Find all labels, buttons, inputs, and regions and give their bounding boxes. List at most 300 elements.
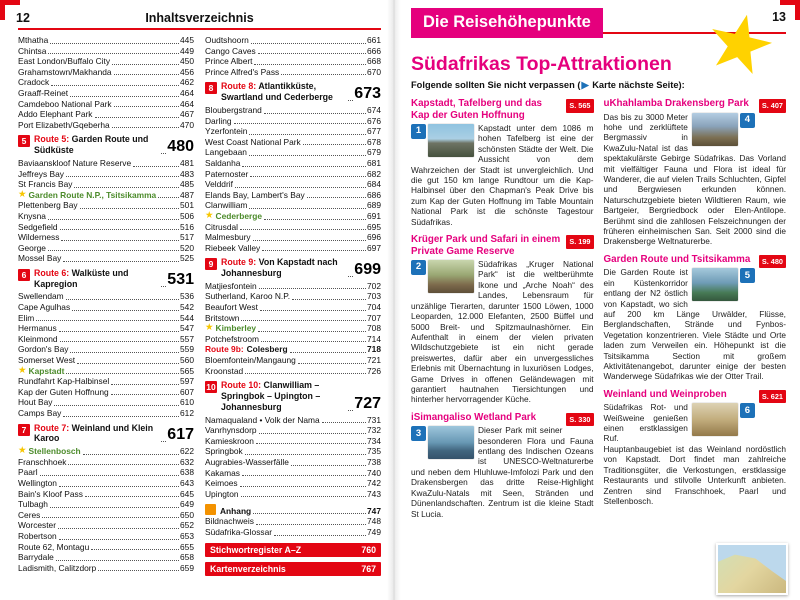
toc-item-page: 670 <box>367 66 381 77</box>
toc-item-label: Upington <box>205 488 239 499</box>
toc-item[interactable] <box>205 147 381 158</box>
dotted-leader <box>250 176 366 177</box>
route-number-box: 9 <box>205 258 217 270</box>
dotted-leader <box>158 197 179 198</box>
toc-item-highlight[interactable] <box>205 211 381 222</box>
route-page: 727 <box>354 394 381 412</box>
toc-item[interactable] <box>18 35 194 46</box>
route-number-box: 10 <box>206 382 216 393</box>
dotted-leader <box>61 240 179 241</box>
dotted-leader <box>253 240 366 241</box>
route-page: 673 <box>354 84 381 102</box>
toc-item[interactable] <box>205 137 381 148</box>
toc-item[interactable] <box>18 88 194 99</box>
toc-item[interactable] <box>205 291 381 302</box>
toc-item[interactable] <box>18 542 194 553</box>
toc-item-label: Wellington <box>18 477 57 488</box>
attraction-title <box>604 389 787 401</box>
toc-item[interactable] <box>205 313 381 324</box>
dotted-leader <box>240 229 366 230</box>
attraction-title-text-2: und Safari in einem Private Game Reserve <box>411 234 561 257</box>
toc-item[interactable] <box>205 302 381 313</box>
toc-item[interactable] <box>18 520 194 531</box>
toc-item[interactable] <box>205 126 381 137</box>
dotted-leader <box>253 513 366 514</box>
dotted-leader <box>259 288 366 289</box>
toc-item-page: 481 <box>180 157 194 168</box>
toc-item-label: Paternoster <box>205 168 249 179</box>
attraction-number-box: 5 <box>740 268 755 283</box>
toc-item[interactable] <box>18 457 194 468</box>
toc-item-label: Ladismith, Calitzdorp <box>18 562 97 573</box>
dotted-leader <box>48 250 179 251</box>
dotted-leader <box>114 74 179 75</box>
toc-item-page: 622 <box>180 446 194 457</box>
dotted-leader <box>66 373 179 374</box>
toc-item[interactable] <box>205 489 381 500</box>
attractions-column-right <box>604 98 787 554</box>
intro-text-2: Karte nächste Seite): <box>589 80 685 90</box>
dotted-leader <box>264 219 366 220</box>
toc-item[interactable] <box>18 179 194 190</box>
toc-item-page: 464 <box>180 98 194 109</box>
toc-item-label: Bildnachweis <box>205 516 254 527</box>
route-label: Route 5: <box>34 134 70 145</box>
dotted-leader <box>307 197 366 198</box>
toc-item-label: Camdeboo National Park <box>18 98 112 109</box>
route-page: 480 <box>167 137 194 155</box>
toc-item[interactable] <box>18 200 194 211</box>
dotted-leader <box>274 535 366 536</box>
toc-item-page: 679 <box>367 147 381 158</box>
toc-item-page: 676 <box>367 115 381 126</box>
dotted-leader <box>249 208 366 209</box>
toc-item-label: Barrydale <box>18 552 54 563</box>
toc-item[interactable] <box>18 77 194 88</box>
toc-item-label: Camps Bay <box>18 408 62 418</box>
dotted-leader <box>63 261 179 262</box>
toc-item[interactable] <box>205 425 381 436</box>
toc-item-page: 470 <box>180 119 194 130</box>
toc-item-page: 597 <box>180 376 194 387</box>
toc-item-page: 689 <box>367 200 381 211</box>
toc-item[interactable] <box>205 116 381 127</box>
toc-item[interactable] <box>18 467 194 478</box>
dotted-leader <box>261 341 366 342</box>
route-label: Route 10: <box>221 380 262 391</box>
dotted-leader <box>56 560 179 561</box>
toc-item-label: Worcester <box>18 520 57 531</box>
attraction-number-box: 1 <box>411 124 426 139</box>
page-headline: Südafrikas Top-Attraktionen <box>411 53 672 75</box>
attraction-body <box>604 112 787 247</box>
toc-item[interactable] <box>18 563 194 574</box>
dotted-leader <box>281 74 366 75</box>
toc-item-page: 632 <box>180 456 194 467</box>
toc-item[interactable] <box>18 313 194 324</box>
toc-item-label: East London/Buffalo City <box>18 56 111 67</box>
attraction-title-text: Weinland und Weinproben <box>603 388 727 400</box>
toc-item-label: Swellendam <box>18 291 64 302</box>
route-title: Weinland und Klein Karoo <box>34 422 154 444</box>
dotted-leader <box>42 517 179 518</box>
dotted-leader <box>348 100 353 101</box>
route-page: 531 <box>167 271 194 289</box>
toc-item-label: Hout Bay <box>18 397 53 408</box>
attraction-title <box>411 412 594 424</box>
toc-item-label: Rundfahrt Kap-Halbinsel <box>18 376 110 387</box>
dotted-leader <box>161 286 166 287</box>
toc-item-label: Südafrika-Glossar <box>205 526 273 537</box>
toc-route-header[interactable] <box>18 268 194 290</box>
toc-item[interactable] <box>18 531 194 542</box>
dotted-leader <box>292 299 366 300</box>
toc-item-page: 649 <box>180 499 194 510</box>
toc-item[interactable] <box>205 516 381 527</box>
page-number-right: 13 <box>772 10 786 24</box>
toc-item-page: 678 <box>367 136 381 147</box>
toc-item[interactable] <box>205 281 381 292</box>
dotted-leader <box>258 53 366 54</box>
toc-item[interactable] <box>205 46 381 57</box>
toc-item-page: 740 <box>367 467 381 478</box>
toc-item-page: 702 <box>367 280 381 291</box>
toc-item[interactable] <box>18 158 194 169</box>
toc-item-label: Jeffreys Bay <box>18 168 64 179</box>
toc-item-page: 525 <box>180 253 194 264</box>
toc-item[interactable] <box>205 527 381 538</box>
dotted-leader <box>48 219 179 220</box>
toc-item-highlight[interactable] <box>205 323 381 334</box>
toc-item-page: 695 <box>367 221 381 232</box>
toc-item-page: 547 <box>180 323 194 334</box>
toc-item[interactable] <box>18 552 194 563</box>
toc-item[interactable] <box>18 344 194 355</box>
toc-item-page: 449 <box>180 45 194 56</box>
toc-route-header[interactable] <box>18 134 194 156</box>
register-bar-page: 767 <box>361 563 376 574</box>
attraction-number-box: 6 <box>740 403 755 418</box>
toc-item-label: Potchefstroom <box>205 333 259 344</box>
dotted-leader <box>59 539 179 540</box>
attraction-title-text: Kapstadt, Tafelberg und das Kap der Guten Hoffnung <box>411 98 543 121</box>
toc-item-label: Knysna <box>18 210 46 221</box>
dotted-leader <box>260 310 366 311</box>
toc-item[interactable] <box>205 436 381 447</box>
dotted-leader <box>258 331 366 332</box>
toc-item[interactable] <box>205 200 381 211</box>
page-badge: S. 330 <box>566 413 593 427</box>
page-badge: S. 621 <box>759 390 786 404</box>
toc-item[interactable] <box>205 478 381 489</box>
dotted-leader <box>98 570 179 571</box>
toc-item-highlight[interactable] <box>18 446 194 457</box>
toc-item[interactable] <box>18 334 194 345</box>
attraction <box>604 389 787 507</box>
toc-item[interactable] <box>205 366 381 377</box>
toc-item-label: Cederberge <box>215 210 263 221</box>
attraction-photo <box>428 260 474 293</box>
attraction-body <box>411 123 594 227</box>
toc-item[interactable] <box>205 334 381 345</box>
dotted-leader <box>68 464 179 465</box>
toc-item-label: Langebaan <box>205 147 247 158</box>
dotted-leader <box>111 394 179 395</box>
toc-item[interactable] <box>205 446 381 457</box>
dotted-leader <box>66 299 179 300</box>
attraction-title <box>411 98 594 121</box>
toc-item[interactable] <box>18 232 194 243</box>
toc-anhang[interactable] <box>205 504 381 516</box>
toc-item[interactable] <box>205 179 381 190</box>
dotted-leader <box>70 352 179 353</box>
toc-item-page: 731 <box>367 414 381 425</box>
toc-item-label: Kimberley <box>215 323 257 334</box>
route-title: Von Kapstadt nach Johannesburg <box>221 257 338 279</box>
toc-item[interactable] <box>205 35 381 46</box>
dotted-leader <box>59 486 179 487</box>
toc-item-page: 650 <box>180 509 194 520</box>
toc-item-page: 704 <box>367 302 381 313</box>
intro-line <box>411 80 786 91</box>
toc-item[interactable] <box>205 105 381 116</box>
toc-item-highlight[interactable] <box>18 190 194 201</box>
toc-item-page: 708 <box>367 323 381 334</box>
toc-item[interactable] <box>18 67 194 78</box>
toc-item[interactable] <box>18 120 194 131</box>
toc-route-header[interactable] <box>205 81 381 103</box>
toc-item-page: 501 <box>180 200 194 211</box>
toc-item[interactable] <box>18 56 194 67</box>
toc-item-highlight[interactable] <box>18 366 194 377</box>
dotted-leader <box>112 127 179 128</box>
attractions-column-left <box>411 98 594 554</box>
dotted-leader <box>245 454 366 455</box>
toc-item-label: Prince Alfred's Pass <box>205 66 280 77</box>
map-land-shape <box>718 545 786 593</box>
toc-item[interactable] <box>18 302 194 313</box>
toc-item-page: 464 <box>180 87 194 98</box>
attraction-text: Dieser Park mit seiner besonderen Flora und Fauna entlang des Indischen Ozeans ist UNESCO-Weltnaturerbe und neben dem Hluhluwe-Imfolozi Park und den Drakensbergen das dritte Reise-Highlight KwaZulu-Natals mit Seen, Stränden und Dünenlandschaften. Zentrum ist die kleine Stadt St Lucia. <box>411 425 594 519</box>
dotted-leader <box>48 53 179 54</box>
toc-item-page: 686 <box>367 189 381 200</box>
toc-item[interactable] <box>18 169 194 180</box>
dotted-leader <box>161 441 166 442</box>
dotted-leader <box>240 486 366 487</box>
toc-item[interactable] <box>205 169 381 180</box>
toc-route-header[interactable] <box>205 257 381 279</box>
toc-item-label: St Francis Bay <box>18 179 73 190</box>
toc-item[interactable] <box>18 510 194 521</box>
dotted-leader <box>291 465 366 466</box>
dotted-leader <box>60 229 179 230</box>
attraction-number-box: 4 <box>740 113 755 128</box>
dotted-leader <box>50 507 179 508</box>
page-left <box>0 0 392 600</box>
attractions-columns <box>411 98 786 554</box>
route-label: Route 6: <box>34 267 70 278</box>
star-icon: ★ <box>205 209 214 221</box>
toc-item-label: Bain's Kloof Pass <box>18 488 83 499</box>
toc-item[interactable] <box>205 468 381 479</box>
page-badge: S. 199 <box>566 235 593 249</box>
toc-item-label: Kamieskroon <box>205 435 254 446</box>
dotted-leader <box>235 187 366 188</box>
toc-item-label: Augrabies-Wasserfälle <box>205 456 289 467</box>
toc-item[interactable] <box>18 253 194 264</box>
toc-item-page: 721 <box>367 355 381 366</box>
toc-item-page: 557 <box>180 333 194 344</box>
toc-item[interactable] <box>205 232 381 243</box>
toc-item-page: 612 <box>180 408 194 418</box>
toc-item-page: 516 <box>180 221 194 232</box>
attraction-text: Die Garden Route ist ein Küstenkorridor entlang der N2 östlich von Kapstadt, wo sich auf 200 km Länge Urwälder, Flüsse, Berglandschaften, Strände und Fynbos-Vegetation konzentrieren. Viele Städte und Orte laden zum Verweilen ein. Höhepunkt ist die Tsitsikamma Section mit großem Aktivitätenangebot, darunter einige der besten Wanderwege Südafrikas wie der Otter Trail. <box>603 267 786 382</box>
attraction-photo <box>428 426 474 459</box>
toc-route-header[interactable] <box>18 423 194 445</box>
toc-item-label: Sedgefield <box>18 221 58 232</box>
dotted-leader <box>256 443 366 444</box>
attraction-media <box>411 260 474 293</box>
header-title: Inhaltsverzeichnis <box>145 11 254 25</box>
dotted-leader <box>259 433 366 434</box>
toc-item-label: Sutherland, Karoo N.P. <box>205 291 291 302</box>
register-bar-page: 760 <box>361 544 376 555</box>
dotted-leader <box>59 331 179 332</box>
toc-item-page: 726 <box>367 365 381 376</box>
toc-item[interactable] <box>18 222 194 233</box>
attraction <box>411 234 594 405</box>
toc-item-page: 696 <box>367 232 381 243</box>
toc-item[interactable] <box>205 158 381 169</box>
map-arrow-icon: ▶ <box>581 80 589 90</box>
toc-register-bar[interactable] <box>205 543 381 557</box>
toc-item-page: 734 <box>367 435 381 446</box>
dotted-leader <box>249 134 366 135</box>
toc-item-label: Riebeek Valley <box>205 242 261 253</box>
toc-item[interactable] <box>18 355 194 366</box>
attraction-photo <box>692 113 738 146</box>
dotted-leader <box>234 123 366 124</box>
route-title: Atlantikküste, Swartland und Cederberge <box>221 81 333 103</box>
subroute-label: Route 9b: <box>205 344 244 355</box>
toc-item[interactable] <box>18 478 194 489</box>
toc-item-label: Tulbagh <box>18 499 48 510</box>
toc-item[interactable] <box>18 408 194 419</box>
route-title: Walküste und Kapregion <box>34 267 129 289</box>
dotted-leader <box>83 454 179 455</box>
toc-item[interactable] <box>18 323 194 334</box>
toc-route-header[interactable] <box>205 380 381 412</box>
toc-item-page: 559 <box>180 344 194 355</box>
toc-item-page: 655 <box>180 541 194 552</box>
toc-item[interactable] <box>18 397 194 408</box>
toc-item-page: 536 <box>180 291 194 302</box>
toc-item-page: 456 <box>180 66 194 77</box>
toc-item-label: Elim <box>18 312 35 323</box>
toc-item-label: Keimoes <box>205 478 238 489</box>
toc-item[interactable] <box>18 489 194 500</box>
toc-item[interactable] <box>205 355 381 366</box>
toc-item-label: Grahamstown/Makhanda <box>18 66 112 77</box>
toc-item-page: 462 <box>180 77 194 88</box>
toc-item[interactable] <box>18 243 194 254</box>
dotted-leader <box>54 405 179 406</box>
toc-item[interactable] <box>205 190 381 201</box>
toc-item[interactable] <box>205 415 381 426</box>
right-page-header <box>411 8 786 46</box>
toc-item[interactable] <box>205 56 381 67</box>
dotted-leader <box>36 320 179 321</box>
register-bar-label: Kartenverzeichnis <box>210 563 286 574</box>
toc-item[interactable] <box>18 499 194 510</box>
toc-item-page: 544 <box>180 312 194 323</box>
toc-item-page: 703 <box>367 291 381 302</box>
attraction-text: Südafrikas Rot- und Weißweine genießen einen erstklassigen Ruf. Hauptanbaugebiet ist das Weinland nordöstlich von Kapstadt. Dort findet man zahlreiche Traditionsgüter, die Verkostungen, erstklassige Restaurants und stilvolle Unterkunft anbieten. Zentren sind Franschhoek, Paarl und Stellenbosch. <box>603 402 786 506</box>
toc-item[interactable] <box>18 211 194 222</box>
toc-subroute[interactable] <box>205 344 381 355</box>
dotted-leader <box>262 250 366 251</box>
dotted-leader <box>95 117 180 118</box>
toc-column-1 <box>18 35 194 589</box>
attraction-title <box>604 254 787 266</box>
toc-item-page: 445 <box>180 35 194 45</box>
attraction-media <box>411 124 474 157</box>
dotted-leader <box>256 524 366 525</box>
toc-item-label: Somerset West <box>18 355 76 366</box>
toc-item-label: Kap der Guten Hoffnung <box>18 386 109 397</box>
toc-item[interactable] <box>18 99 194 110</box>
attraction-media <box>411 426 474 459</box>
toc-item-page: 691 <box>367 210 381 221</box>
toc-item-page: 485 <box>180 179 194 190</box>
attraction-title-text: Krüger Park <box>411 234 468 246</box>
dotted-leader <box>242 166 366 167</box>
toc-item[interactable] <box>205 457 381 468</box>
toc-item-label: Robertson <box>18 530 57 541</box>
toc-item-label: Cape Agulhas <box>18 302 71 313</box>
toc-register-bar[interactable] <box>205 562 381 576</box>
toc-item[interactable] <box>205 243 381 254</box>
toc-item-page: 682 <box>367 168 381 179</box>
attraction-number-box: 3 <box>411 426 426 441</box>
toc-item[interactable] <box>18 291 194 302</box>
toc-item-label: Franschhoek <box>18 456 67 467</box>
toc-item-page: 483 <box>180 168 194 179</box>
toc-item[interactable] <box>18 109 194 120</box>
toc-item-page: 607 <box>180 386 194 397</box>
attraction <box>411 412 594 519</box>
toc-item-label: Kapstadt <box>28 365 65 376</box>
toc-item[interactable] <box>18 387 194 398</box>
register-bar-label: Stichwortregister A–Z <box>210 544 302 555</box>
star-icon: ★ <box>18 188 27 200</box>
dotted-leader <box>249 155 366 156</box>
toc-item[interactable] <box>205 222 381 233</box>
toc-item[interactable] <box>18 376 194 387</box>
toc-item-page: 749 <box>367 526 381 537</box>
page-badge: S. 407 <box>759 99 786 113</box>
dotted-leader <box>40 475 179 476</box>
attraction-media <box>692 403 755 436</box>
toc-item[interactable] <box>18 46 194 57</box>
toc-item-page: 748 <box>367 516 381 527</box>
toc-item[interactable] <box>205 67 381 78</box>
left-page-header <box>18 10 381 30</box>
toc-item-page: 467 <box>180 109 194 120</box>
toc-item-label: Colesberg <box>246 344 288 355</box>
route-label: Route 9: <box>221 257 257 268</box>
dotted-leader <box>298 363 366 364</box>
